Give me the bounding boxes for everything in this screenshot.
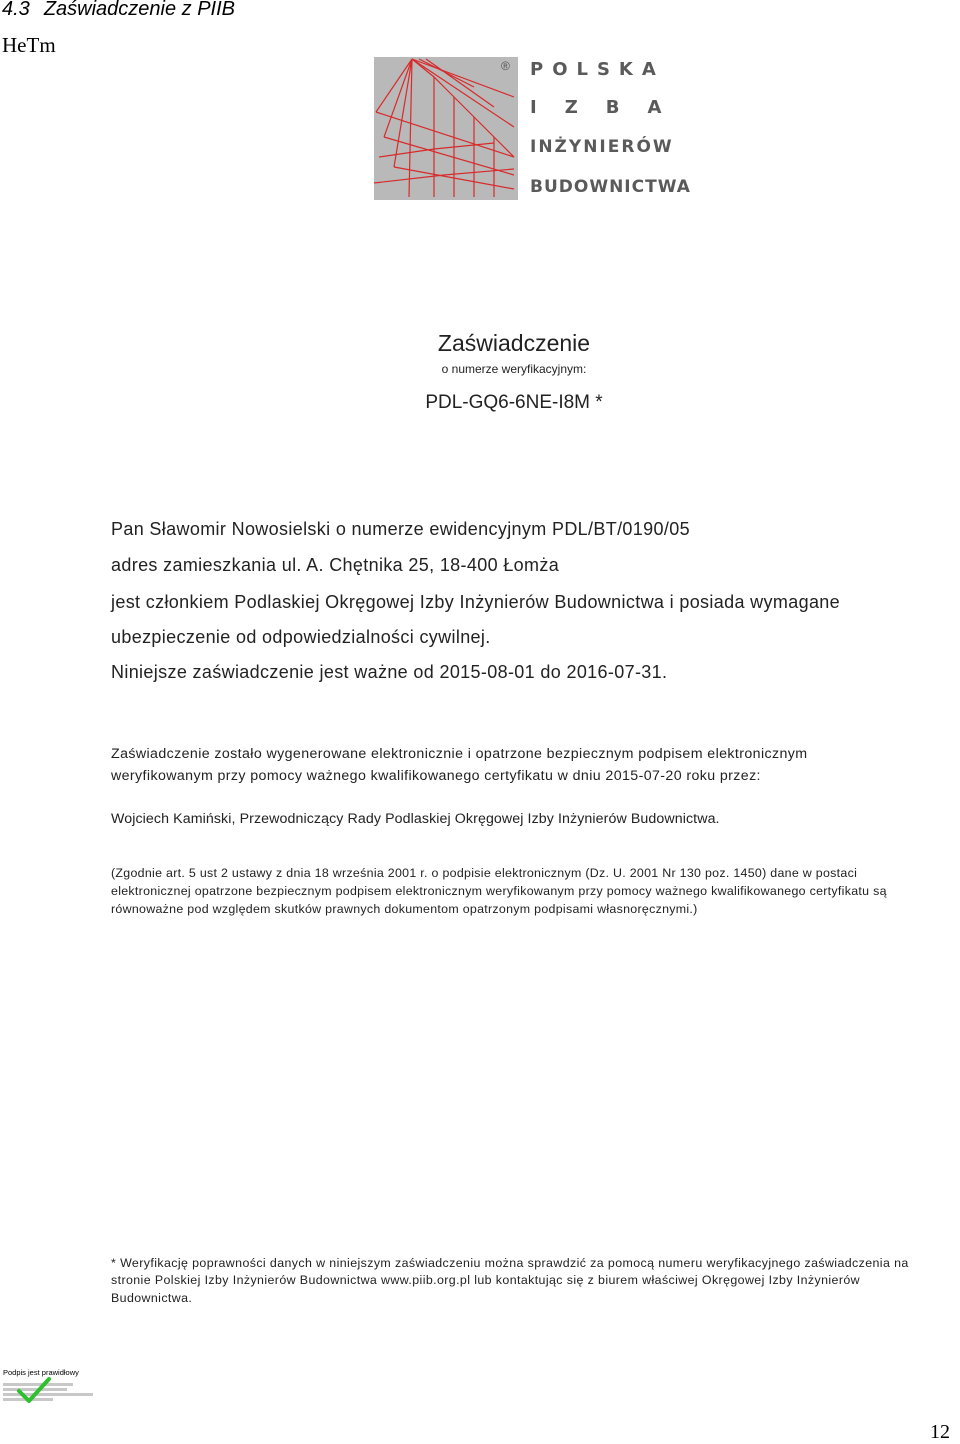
footnote-line: Budownictwa. [111,1291,193,1305]
piib-logo [374,57,691,202]
footnote-line: stronie Polskiej Izby Inżynierów Budownictwa www.piib.org.pl lub kontaktując się z biurem właściwej Okręgowej Izby Inżynierów [111,1273,860,1287]
certificate-line: Pan Sławomir Nowosielski o numerze ewidencyjnym PDL/BT/0190/05 [111,519,690,539]
certificate-line: ubezpieczenie od odpowiedzialności cywilnej. [111,627,491,647]
logo-text-izba: IZBA [530,97,690,118]
logo-text-inzynierow: INŻYNIERÓW [530,137,674,157]
section-number: 4.3 [2,0,30,20]
checkmark-icon [17,1376,51,1404]
legal-note: (Zgodnie art. 5 ust 2 ustawy z dnia 18 września 2001 r. o podpisie elektronicznym (Dz. U. 2001 Nr 130 poz. 1450) dane w postaci [111,866,858,880]
certificate-line: adres zamieszkania ul. A. Chętnika 25, 18-400 Łomża [111,555,560,575]
signer-line: Wojciech Kamiński, Przewodniczący Rady Podlaskiej Okręgowej Izby Inżynierów Budownictwa. [111,811,720,827]
legal-note: równoważne pod względem skutków prawnych dokumentom opatrzonym podpisami własnoręcznymi.) [111,902,698,916]
legal-note: elektronicznej opatrzone bezpiecznym podpisem elektronicznym weryfikowanym przy pomocy ważnego kwalifikowanego certyfikatu są [111,884,887,898]
logo-text-polska: POLSKA [530,59,665,80]
generation-note: weryfikowanym przy pomocy ważnego kwalifikowanego certyfikatu w dniu 2015-07-20 roku przez: [111,768,761,784]
generation-note: Zaświadczenie zostało wygenerowane elektronicznie i opatrzone bezpiecznym podpisem elektronicznym [111,746,808,762]
bridge-lines-icon [374,57,518,200]
certificate-line: jest członkiem Podlaskiej Okręgowej Izby Inżynierów Budownictwa i posiada wymagane [111,592,841,612]
logo-text-budownictwa: BUDOWNICTWA [530,177,691,197]
logo-graphic [374,57,518,200]
certificate-subtitle: o numerze weryfikacyjnym: [441,362,587,376]
registered-mark: ® [501,59,510,73]
section-title: Zaświadczenie z PIIB [43,0,236,20]
author-tag: HeTm [2,33,56,57]
signature-status[interactable] [3,1368,113,1408]
page-number: 12 [930,1421,950,1443]
section-heading [2,0,235,21]
verification-code: PDL-GQ6-6NE-I8M * [425,392,603,413]
signature-label: Podpis jest prawidłowy [3,1368,79,1377]
validity-line: Niniejsze zaświadczenie jest ważne od 2015-08-01 do 2016-07-31. [111,662,668,682]
footnote-line: * Weryfikację poprawności danych w niniejszym zaświadczeniu można sprawdzić za pomocą numeru weryfikacyjnego zaświadczenia na [111,1256,909,1270]
certificate-title: Zaświadczenie [437,330,591,356]
